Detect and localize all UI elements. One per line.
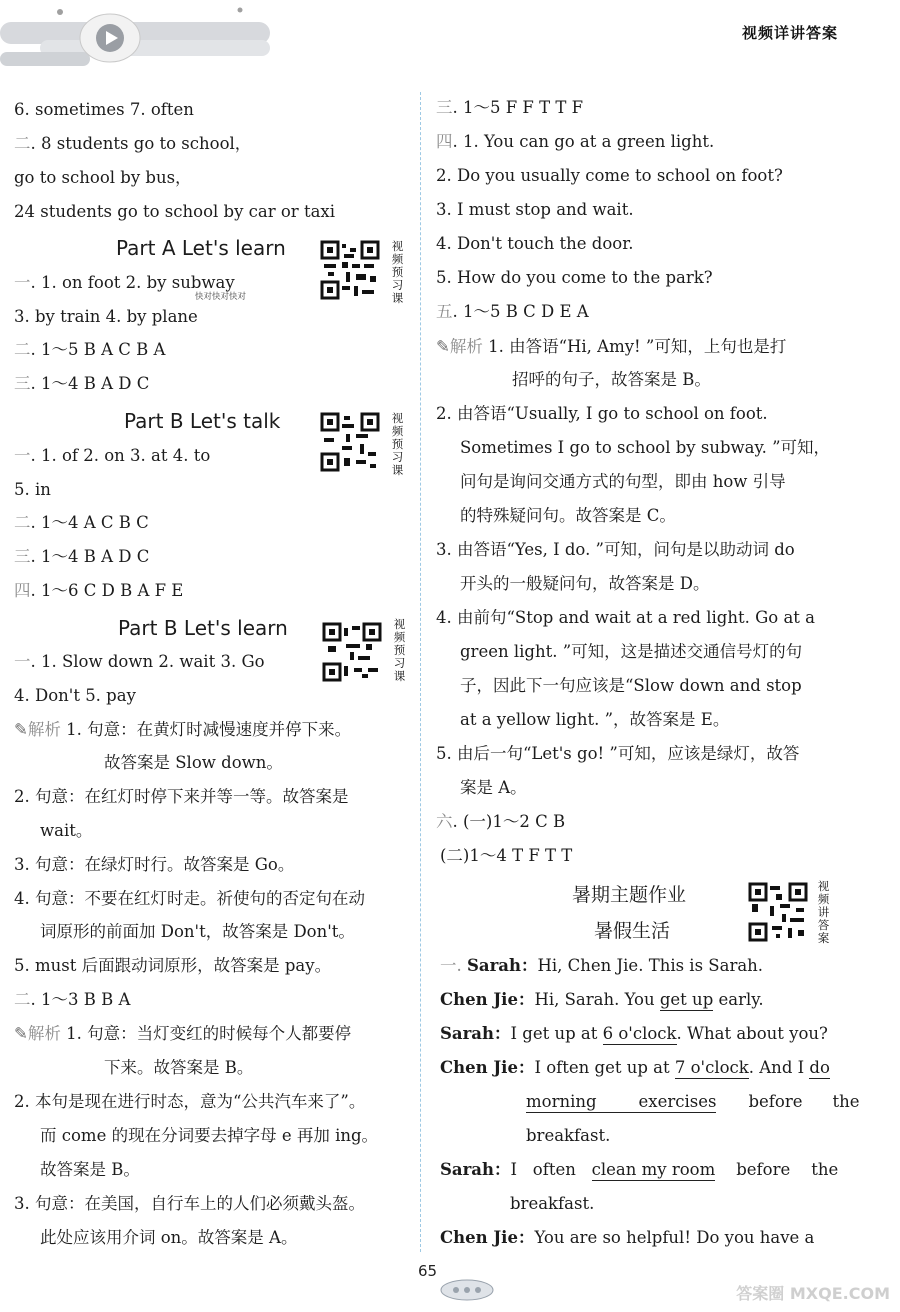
analysis-line: 3. 句意：在美国，自行车上的人们必须戴头盔。 <box>14 1194 365 1213</box>
analysis-line: 3. 由答语“Yes, I do. ”可知，问句是以助动词 do <box>436 540 795 559</box>
qr-label: 视频讲答案 <box>817 879 830 945</box>
analysis-line: 的特殊疑问句。故答案是 C。 <box>460 506 676 525</box>
column-divider <box>420 92 421 1252</box>
dialogue-line: breakfast. <box>526 1126 611 1145</box>
answer-line: go to school by bus， <box>14 168 192 187</box>
analysis-line: 5. must 后面跟动词原形，故答案是 pay。 <box>14 956 332 975</box>
section-title: Part A Let's learn <box>116 236 286 260</box>
qr-code[interactable] <box>748 882 808 942</box>
analysis-line: 3. 句意：在绿灯时行。故答案是 Go。 <box>14 855 295 874</box>
analysis-line: 2. 由答语“Usually, I go to school on foot. <box>436 404 768 423</box>
analysis-line: 子，因此下一句应该是“Slow down and stop <box>460 676 802 695</box>
answer-line: 5. How do you come to the park? <box>436 268 713 287</box>
analysis-line: 开头的一般疑问句，故答案是 D。 <box>460 574 710 593</box>
section-title: Part B Let's learn <box>118 616 288 640</box>
dialogue-line: Sarah：I often clean my room before the <box>440 1160 839 1179</box>
analysis-line: 此处应该用介词 on。故答案是 A。 <box>40 1228 298 1247</box>
analysis-line: 故答案是 Slow down。 <box>104 753 283 772</box>
analysis-line: 而 come 的现在分词要去掉字母 e 再加 ing。 <box>40 1126 379 1145</box>
qr-code-icon <box>748 882 808 942</box>
analysis-line: 下来。故答案是 B。 <box>104 1058 254 1077</box>
answer-line: 5. in <box>14 480 51 499</box>
answer-line: (二)1～4 T F T T <box>440 846 573 865</box>
header-title: 视频详讲答案 <box>741 24 838 42</box>
answer-line: 四. 1. You can go at a green light. <box>436 132 715 151</box>
answer-line: 二. 1～4 A C B C <box>14 513 149 532</box>
analysis-line: ✎解析 1. 由答语“Hi, Amy! ”可知，上句也是打 <box>436 337 787 356</box>
qr-code[interactable] <box>320 240 380 300</box>
header-banner <box>0 0 290 78</box>
answer-line: 6. sometimes 7. often <box>14 100 194 119</box>
qr-code-icon <box>320 240 380 300</box>
pencil-icon: ✎ <box>14 720 28 739</box>
analysis-line: ✎解析 1. 句意：在黄灯时减慢速度并停下来。 <box>14 720 352 739</box>
pencil-icon: ✎ <box>436 337 450 356</box>
qr-code-icon <box>322 622 382 682</box>
watermark: 答案圈 MXQE.COM <box>736 1284 890 1303</box>
qr-label: 视频预习课 <box>393 617 406 683</box>
analysis-line: 5. 由后一句“Let's go! ”可知，应该是绿灯，故答 <box>436 744 800 763</box>
analysis-line: 问句是询问交通方式的句型，即由 how 引导 <box>460 472 786 491</box>
answer-line: 4. Don't touch the door. <box>436 234 634 253</box>
section-subtitle: 暑假生活 <box>594 920 671 942</box>
qr-label: 视频预习课 <box>391 411 404 477</box>
qr-code-icon <box>320 412 380 472</box>
dialogue-line: Sarah：I get up at 6 o'clock. What about you? <box>440 1024 828 1043</box>
answer-line: 4. Don't 5. pay <box>14 686 136 705</box>
answer-line: 一. 1. of 2. on 3. at 4. to <box>14 446 211 465</box>
analysis-line: 词原形的前面加 Don't，故答案是 Don't。 <box>40 922 355 941</box>
answer-line: 五. 1～5 B C D E A <box>436 302 589 321</box>
qr-code[interactable] <box>320 412 380 472</box>
analysis-line: 4. 由前句“Stop and wait at a red light. Go at a <box>436 608 816 627</box>
analysis-line: green light. ”可知，这是描述交通信号灯的句 <box>460 642 803 661</box>
dialogue-line: Chen Jie：You are so helpful! Do you have a <box>440 1228 815 1247</box>
analysis-line: ✎解析 1. 句意：当灯变红的时候每个人都要停 <box>14 1024 352 1043</box>
answer-line: 二. 1～3 B B A <box>14 990 131 1009</box>
analysis-line: 故答案是 B。 <box>40 1160 140 1179</box>
answer-line: 一. 1. Slow down 2. wait 3. Go <box>14 652 265 671</box>
section-title: 暑期主题作业 <box>572 884 687 906</box>
answer-line: 3. by train 4. by plane <box>14 307 198 326</box>
answer-line: 三. 1～4 B A D C <box>14 374 150 393</box>
answer-line: 3. I must stop and wait. <box>436 200 634 219</box>
submarine-icon <box>438 1272 496 1302</box>
answer-line: 三. 1～4 B A D C <box>14 547 150 566</box>
answer-line: 2. Do you usually come to school on foot? <box>436 166 783 185</box>
answer-line: 一. 1. on foot 2. by subway <box>14 273 235 292</box>
answer-line: 24 students go to school by car or taxi <box>14 202 335 221</box>
dialogue-line: breakfast. <box>510 1194 595 1213</box>
dialogue-line: Chen Jie：I often get up at 7 o'clock. And I do <box>440 1058 830 1077</box>
stamp-text: 快对快对快对 <box>195 292 247 302</box>
dialogue-line: 一. Sarah：Hi, Chen Jie. This is Sarah. <box>440 956 764 975</box>
analysis-line: 案是 A。 <box>460 778 527 797</box>
pencil-icon: ✎ <box>14 1024 28 1043</box>
qr-code[interactable] <box>322 622 382 682</box>
answer-line: 三. 1～5 F F T T F <box>436 98 584 117</box>
section-title: Part B Let's talk <box>124 409 281 433</box>
analysis-line: wait。 <box>40 821 93 840</box>
answer-line: 二. 1～5 B A C B A <box>14 340 166 359</box>
analysis-line: 招呼的句子，故答案是 B。 <box>512 370 711 389</box>
page-number: 65 <box>418 1262 438 1280</box>
analysis-line: 2. 本句是现在进行时态，意为“公共汽车来了”。 <box>14 1092 366 1111</box>
answer-line: 四. 1～6 C D B A F E <box>14 581 184 600</box>
analysis-line: 4. 句意：不要在红灯时走。祈使句的否定句在动 <box>14 889 365 908</box>
answer-line: 六. (一)1～2 C B <box>436 812 566 831</box>
analysis-line: at a yellow light. ”，故答案是 E。 <box>460 710 730 729</box>
dialogue-line: Chen Jie：Hi, Sarah. You get up early. <box>440 990 764 1009</box>
answer-line: 二. 8 students go to school， <box>14 134 252 153</box>
analysis-line: Sometimes I go to school by subway. ”可知， <box>460 438 831 457</box>
analysis-line: 2. 句意：在红灯时停下来并等一等。故答案是 <box>14 787 349 806</box>
dialogue-line: morning exercises before the <box>526 1092 860 1111</box>
qr-label: 视频预习课 <box>391 239 404 305</box>
